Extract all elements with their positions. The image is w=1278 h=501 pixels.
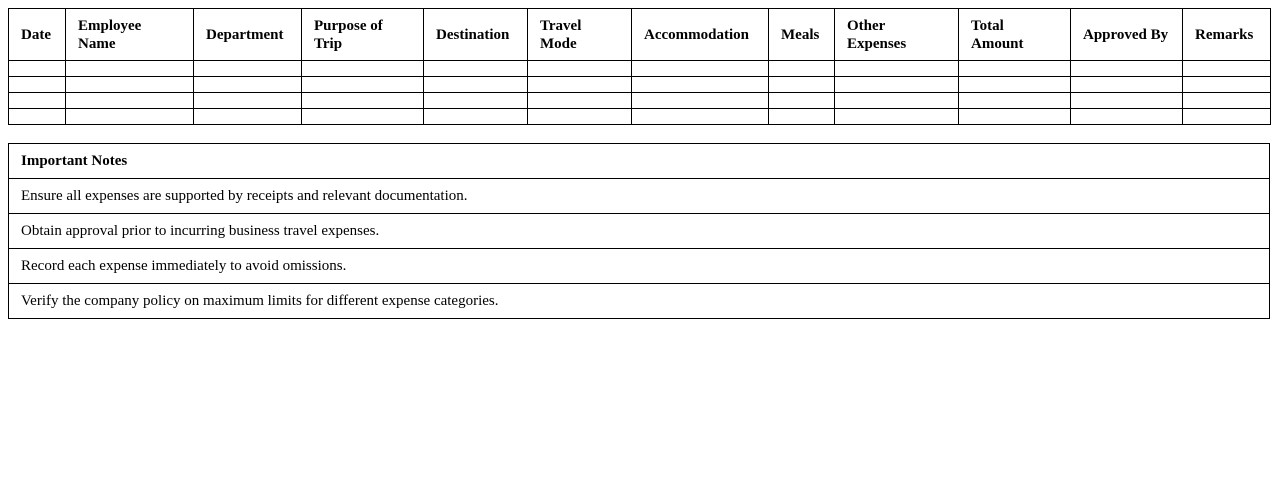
table-cell[interactable] [194,109,302,125]
table-cell[interactable] [1183,77,1271,93]
column-header-travel-mode: Travel Mode [528,9,632,61]
table-cell[interactable] [1071,61,1183,77]
column-header-employee-name: Employee Name [66,9,194,61]
table-cell[interactable] [424,61,528,77]
table-cell[interactable] [194,77,302,93]
expense-table [8,8,1271,125]
expense-table-header-row [9,9,1271,61]
table-cell[interactable] [194,61,302,77]
column-header-approved-by: Approved By [1071,9,1183,61]
note-text: Verify the company policy on maximum limits for different expense categories. [9,284,1270,319]
table-row [9,93,1271,109]
column-header-accommodation: Accommodation [632,9,769,61]
table-cell[interactable] [528,77,632,93]
table-cell[interactable] [66,109,194,125]
table-cell[interactable] [835,61,959,77]
column-header-remarks: Remarks [1183,9,1271,61]
table-cell[interactable] [302,77,424,93]
table-cell[interactable] [302,109,424,125]
table-cell[interactable] [632,109,769,125]
list-item [9,179,1270,214]
table-cell[interactable] [769,77,835,93]
list-item [9,214,1270,249]
table-row [9,77,1271,93]
column-header-total-amount: Total Amount [959,9,1071,61]
column-header-destination: Destination [424,9,528,61]
table-row [9,61,1271,77]
list-item [9,284,1270,319]
table-cell[interactable] [1071,93,1183,109]
table-cell[interactable] [302,93,424,109]
page-content [8,8,1270,319]
table-cell[interactable] [1183,61,1271,77]
table-cell[interactable] [632,77,769,93]
table-cell[interactable] [9,77,66,93]
table-cell[interactable] [1183,109,1271,125]
table-cell[interactable] [959,61,1071,77]
table-cell[interactable] [835,77,959,93]
table-row [9,109,1271,125]
table-cell[interactable] [632,61,769,77]
table-cell[interactable] [302,61,424,77]
notes-title: Important Notes [9,144,1270,179]
column-header-other-expenses: Other Expenses [835,9,959,61]
table-cell[interactable] [769,93,835,109]
table-cell[interactable] [835,109,959,125]
table-cell[interactable] [424,109,528,125]
list-item [9,249,1270,284]
column-header-meals: Meals [769,9,835,61]
table-cell[interactable] [1183,93,1271,109]
note-text: Obtain approval prior to incurring business travel expenses. [9,214,1270,249]
column-header-date: Date [9,9,66,61]
table-cell[interactable] [528,93,632,109]
table-cell[interactable] [1071,109,1183,125]
table-cell[interactable] [528,61,632,77]
table-cell[interactable] [528,109,632,125]
table-cell[interactable] [769,109,835,125]
table-cell[interactable] [1071,77,1183,93]
table-cell[interactable] [769,61,835,77]
column-header-purpose-of-trip: Purpose of Trip [302,9,424,61]
table-cell[interactable] [9,109,66,125]
table-cell[interactable] [9,93,66,109]
table-cell[interactable] [194,93,302,109]
table-cell[interactable] [66,61,194,77]
table-cell[interactable] [959,77,1071,93]
column-header-department: Department [194,9,302,61]
table-cell[interactable] [959,109,1071,125]
table-cell[interactable] [632,93,769,109]
notes-header-row [9,144,1270,179]
table-cell[interactable] [424,93,528,109]
note-text: Record each expense immediately to avoid omissions. [9,249,1270,284]
table-cell[interactable] [9,61,66,77]
table-cell[interactable] [66,77,194,93]
table-cell[interactable] [424,77,528,93]
table-cell[interactable] [835,93,959,109]
note-text: Ensure all expenses are supported by receipts and relevant documentation. [9,179,1270,214]
important-notes-table [8,143,1270,319]
table-cell[interactable] [66,93,194,109]
table-cell[interactable] [959,93,1071,109]
